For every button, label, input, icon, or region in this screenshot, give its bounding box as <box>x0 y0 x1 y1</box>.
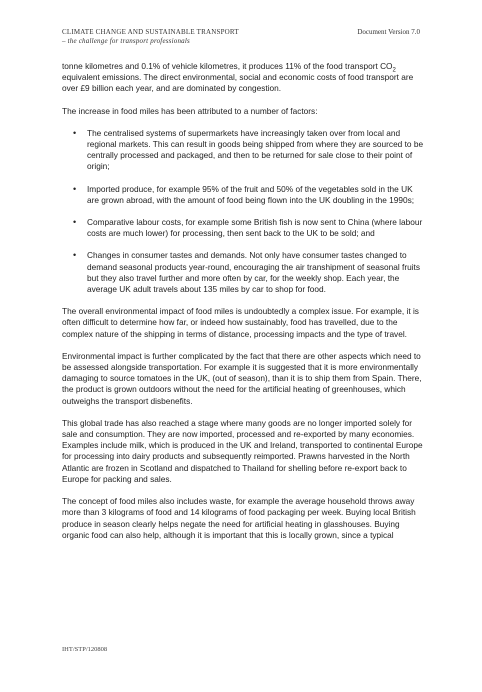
list-item <box>73 127 424 173</box>
bullet-icon: • <box>73 217 77 228</box>
paragraph-intro <box>62 61 424 95</box>
paragraph-environmental-impact: Environmental impact is further complicated by the fact that there are other aspects which need to be assessed alongside transportation. For example it is suggested that it is more environmentally damaging to source tomatoes in the UK, (out of season), than it is to ship them from Spain. There, the product is grown outdoors without the need for the artificial heating of greenhouses, which outweighs the transport disbenefits. <box>62 350 422 406</box>
factors-list <box>62 128 424 295</box>
list-item-text: Changes in consumer tastes and demands. Not only have consumer tastes changed to demand seasonal products year-round, encouraging the air transhipment of seasonal fruits but they also travel further and more often by car, for the weekly shop. Each year, the average UK adult travels about 135 miles by car to shop for food. <box>87 250 420 295</box>
paragraph-factors-lead: The increase in food miles has been attributed to a number of factors: <box>62 105 318 116</box>
document-footer-code: IHT/STP/120808 <box>62 646 108 653</box>
paragraph-global-trade: This global trade has also reached a stage where many goods are no longer imported solely for sale and consumption. They are now imported, processed and re-exported by many economies. Examples include milk, which is produced in the UK and Ireland, transported to continental Europe for processing into dairy products and subsequently reimported. Prawns harvested in the North Atlantic are frozen in Scotland and dispatched to Thailand for shelling before re-export back to Europe for packing and sales. <box>62 417 423 484</box>
list-item-text: Imported produce, for example 95% of the fruit and 50% of the vegetables sold in the UK are grown abroad, with the amount of food being flown into the UK doubling in the 1990s; <box>87 183 415 205</box>
list-item <box>73 217 424 239</box>
co2-subscript: 2 <box>392 67 396 74</box>
list-item-text: Comparative labour costs, for example some British fish is now sent to China (where labour costs are much lower) for processing, then sent back to the UK to be sold; and <box>87 217 423 239</box>
document-version: Document Version 7.0 <box>357 28 420 36</box>
paragraph-intro-part-a: tonne kilometres and 0.1% of vehicle kilometres, it produces 11% of the food transport CO <box>62 61 393 71</box>
document-body <box>62 61 424 552</box>
paragraph-intro-part-b: equivalent emissions. The direct environmental, social and economic costs of food transport are over £9 billion each year, and are dominated by congestion. <box>62 72 414 94</box>
header-title: CLIMATE CHANGE AND SUSTAINABLE TRANSPORT <box>62 28 239 36</box>
bullet-icon: • <box>73 250 77 261</box>
document-header <box>62 28 239 46</box>
list-item-text: The centralised systems of supermarkets have increasingly taken over from local and regional markets. This can result in goods being shipped from where they are sourced to be centrally processed and packaged, and then to be returned for sale close to their point of origin; <box>87 127 424 172</box>
bullet-icon: • <box>73 127 77 138</box>
list-item <box>73 250 424 295</box>
header-subtitle: – the challenge for transport professionals <box>62 37 190 45</box>
list-item <box>73 183 424 206</box>
bullet-icon: • <box>73 183 77 194</box>
paragraph-complexity: The overall environmental impact of food miles is undoubtedly a complex issue. For example, it is often difficult to determine how far, or indeed how sustainably, food has travelled, due to the complex nature of the shipping in terms of distance, processing impacts and the type of travel. <box>62 306 419 339</box>
paragraph-waste: The concept of food miles also includes waste, for example the average household throws away more than 3 kilograms of food and 14 kilograms of food packaging per week. Buying local British produce in season clearly helps negate the need for artificial heating in glasshouses. Buying organic food can also help, although it is important that this is locally grown, since a typical <box>62 496 416 540</box>
